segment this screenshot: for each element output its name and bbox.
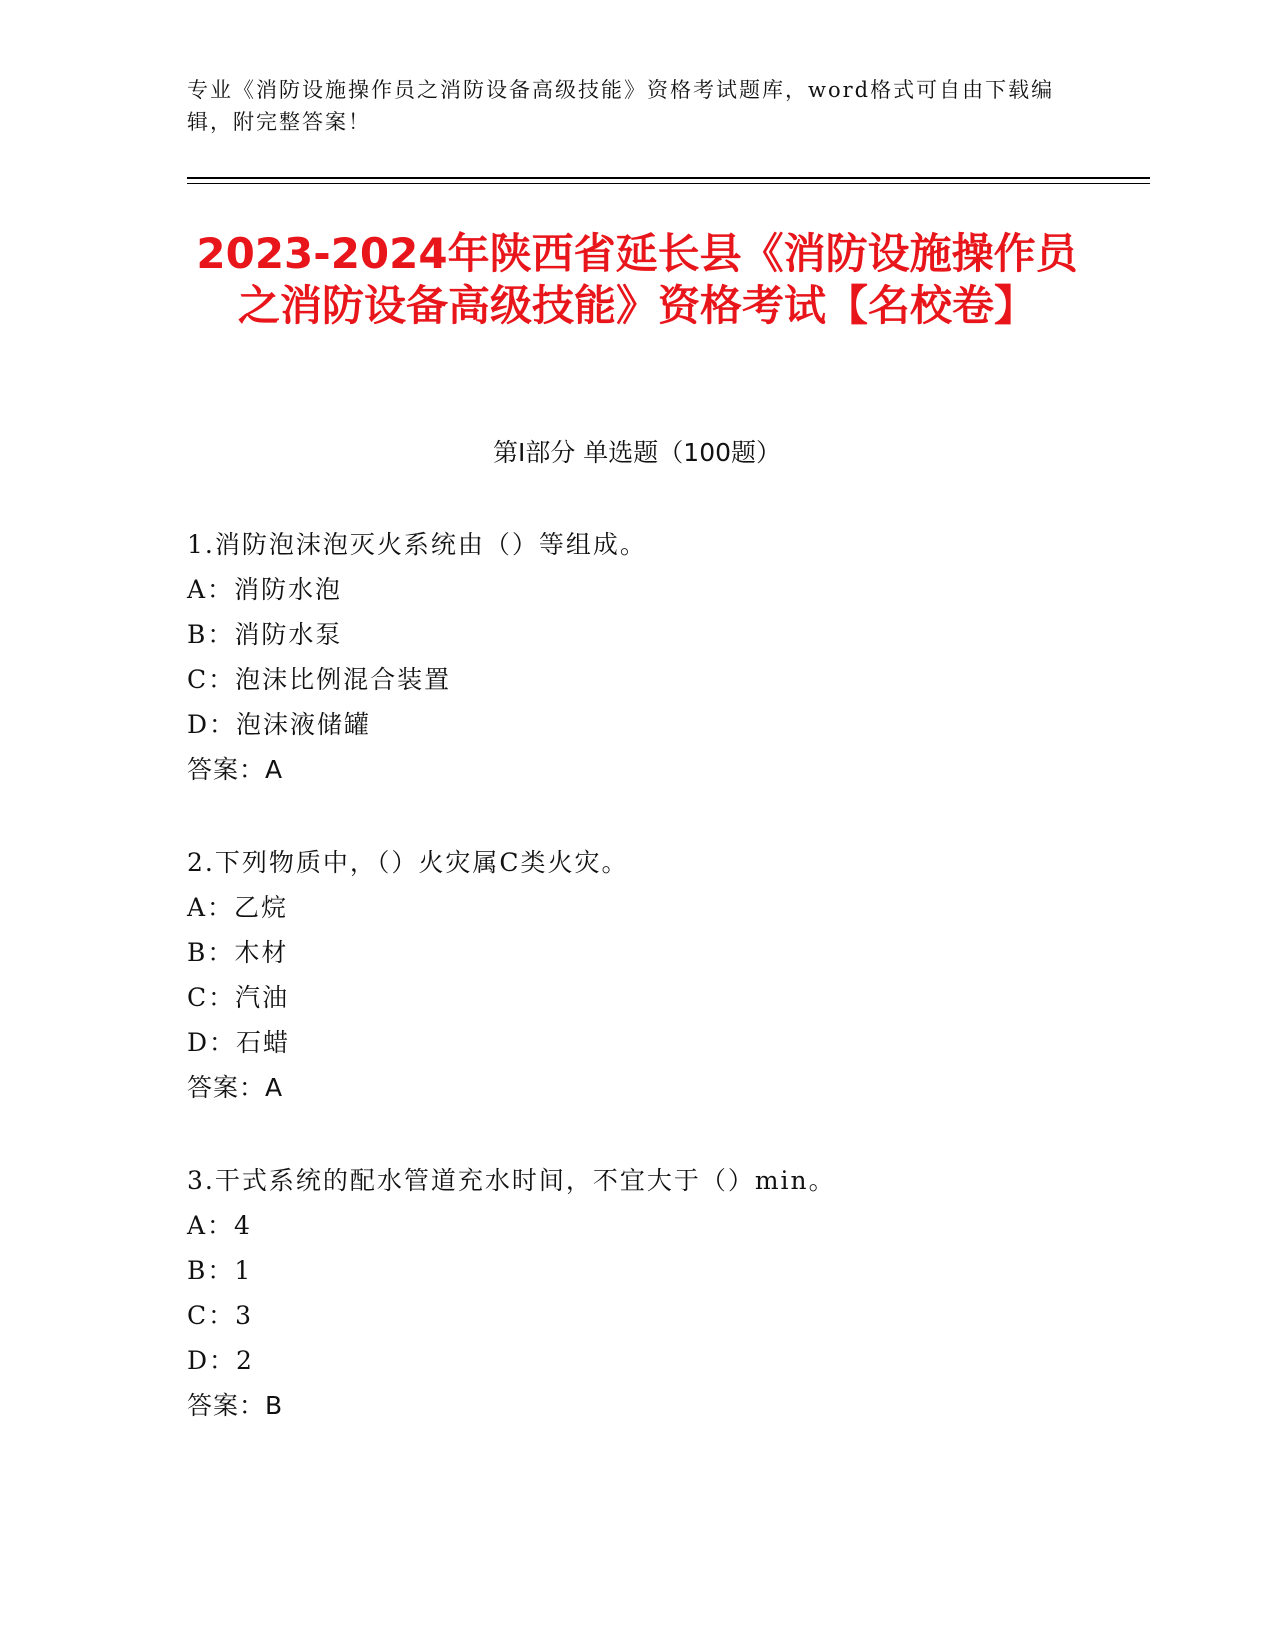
header-rule-thick xyxy=(187,177,1150,179)
document-title: 2023-2024年陕西省延长县《消防设施操作员之消防设备高级技能》资格考试【名校卷】 xyxy=(196,229,1078,330)
header-rule-thin xyxy=(187,183,1150,184)
option-d: D：石蜡 xyxy=(187,1028,291,1057)
answer-label: 答案： xyxy=(187,1073,266,1102)
question-stem: 2.下列物质中，（）火灾属C类火灾。 xyxy=(187,848,629,877)
option-b: B：消防水泵 xyxy=(187,620,343,649)
option-b: B：1 xyxy=(187,1256,253,1285)
option-a: A：4 xyxy=(187,1211,252,1240)
answer-line xyxy=(187,1065,1087,1110)
option-d: D：2 xyxy=(187,1346,254,1375)
option-c: C：汽油 xyxy=(187,983,290,1012)
answer-line xyxy=(187,1383,1087,1428)
option-c: C：3 xyxy=(187,1301,254,1330)
option-d: D：泡沫液储罐 xyxy=(187,710,372,739)
option-a: A：乙烷 xyxy=(187,893,289,922)
question-stem: 3.干式系统的配水管道充水时间，不宜大于（）min。 xyxy=(187,1166,836,1195)
answer-label: 答案： xyxy=(187,755,266,784)
answer-value: A xyxy=(265,1073,284,1102)
option-b: B：木材 xyxy=(187,938,289,967)
question-block xyxy=(187,840,1087,1110)
answer-value: B xyxy=(265,1391,284,1420)
answer-label: 答案： xyxy=(187,1391,266,1420)
question-stem: 1.消防泡沫泡灭火系统由（）等组成。 xyxy=(187,530,647,559)
section-title: 第Ⅰ部分 单选题（100题） xyxy=(492,438,782,467)
question-block xyxy=(187,522,1087,792)
option-a: A：消防水泡 xyxy=(187,575,343,604)
header-note: 专业《消防设施操作员之消防设备高级技能》资格考试题库，word格式可自由下载编辑，附完整答案！ xyxy=(187,78,1055,134)
answer-line xyxy=(187,747,1087,792)
answer-value: A xyxy=(265,755,284,784)
option-c: C：泡沫比例混合装置 xyxy=(187,665,452,694)
question-block xyxy=(187,1158,1087,1428)
